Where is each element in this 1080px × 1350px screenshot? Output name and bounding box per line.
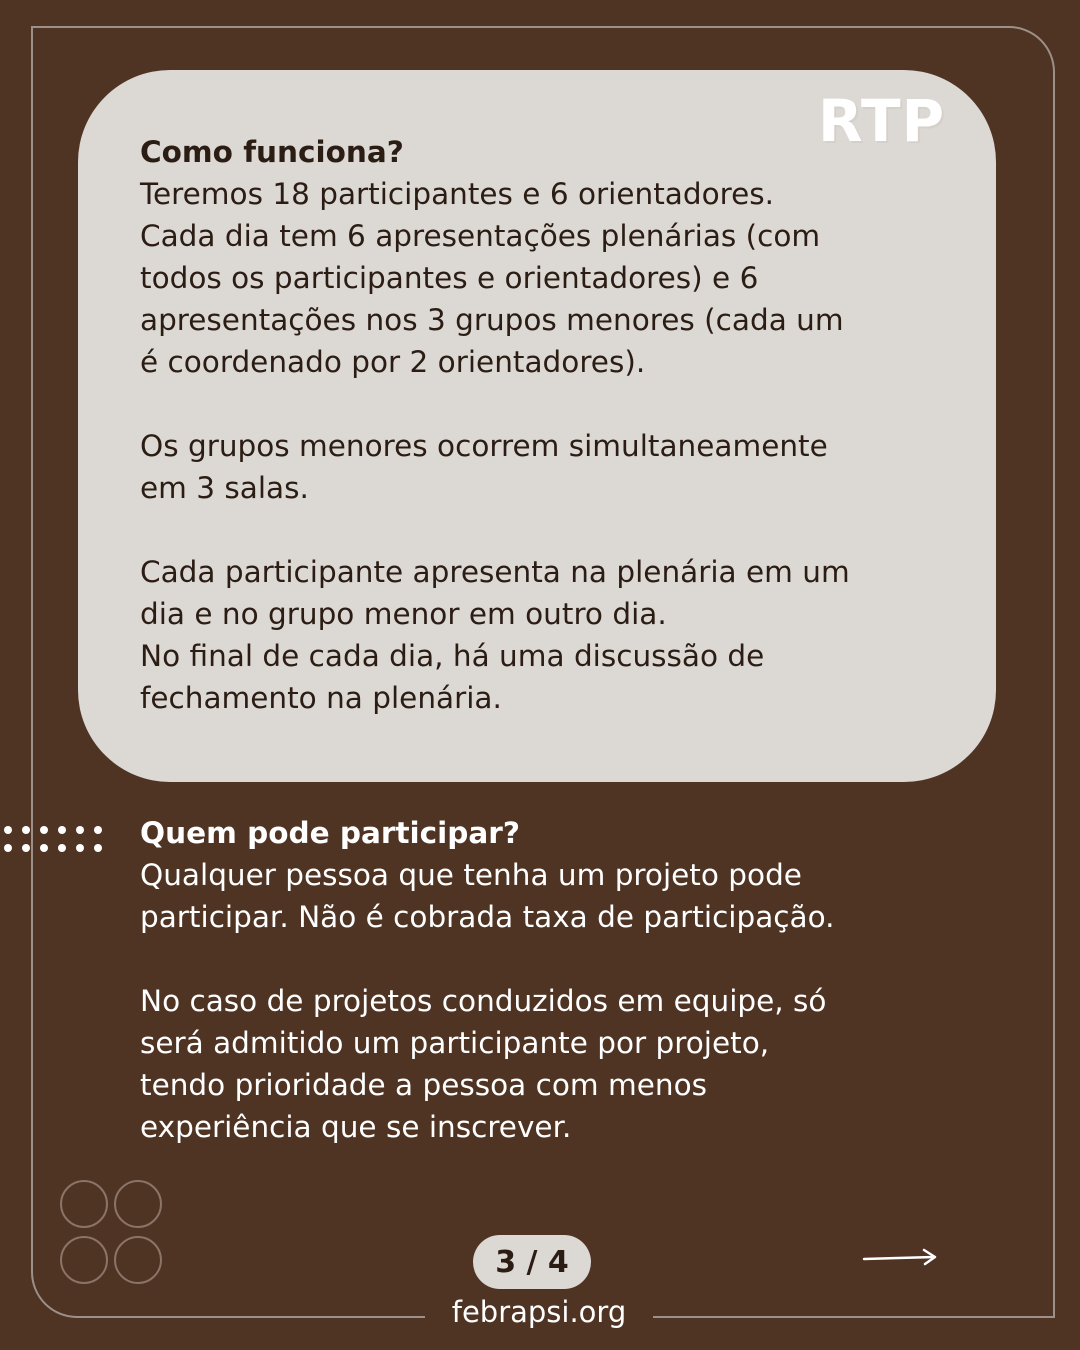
website-link[interactable]: febrapsi.org: [451, 1295, 627, 1329]
section1-paragraph-1: Teremos 18 participantes e 6 orientadores. Cada dia tem 6 apresentações plenárias (com todos os participantes e orientadores) e 6 apresentações nos 3 grupos menores (cada um é coordenado por 2 orientadores).: [140, 177, 844, 379]
section2-paragraph-2: No caso de projetos conduzidos em equipe, só será admitido um participante por projeto, tendo prioridade a pessoa com menos experiência que se inscrever.: [140, 984, 827, 1144]
section1-heading: Como funciona?: [140, 135, 404, 169]
page-indicator: 3 / 4: [473, 1235, 591, 1289]
dots-decoration: [4, 826, 102, 852]
brand-logo: RTP: [818, 87, 946, 155]
section2-paragraph-1: Qualquer pessoa que tenha um projeto pode participar. Não é cobrada taxa de participação.: [140, 858, 835, 934]
section1-paragraph-2: Os grupos menores ocorrem simultaneamente em 3 salas.: [140, 429, 828, 505]
circles-decoration: [60, 1180, 160, 1284]
section2-heading: Quem pode participar?: [140, 816, 520, 850]
arrow-right-icon[interactable]: [862, 1242, 940, 1272]
section1-paragraph-3: Cada participante apresenta na plenária em um dia e no grupo menor em outro dia. No final de cada dia, há uma discussão de fechamento na plenária.: [140, 555, 850, 715]
